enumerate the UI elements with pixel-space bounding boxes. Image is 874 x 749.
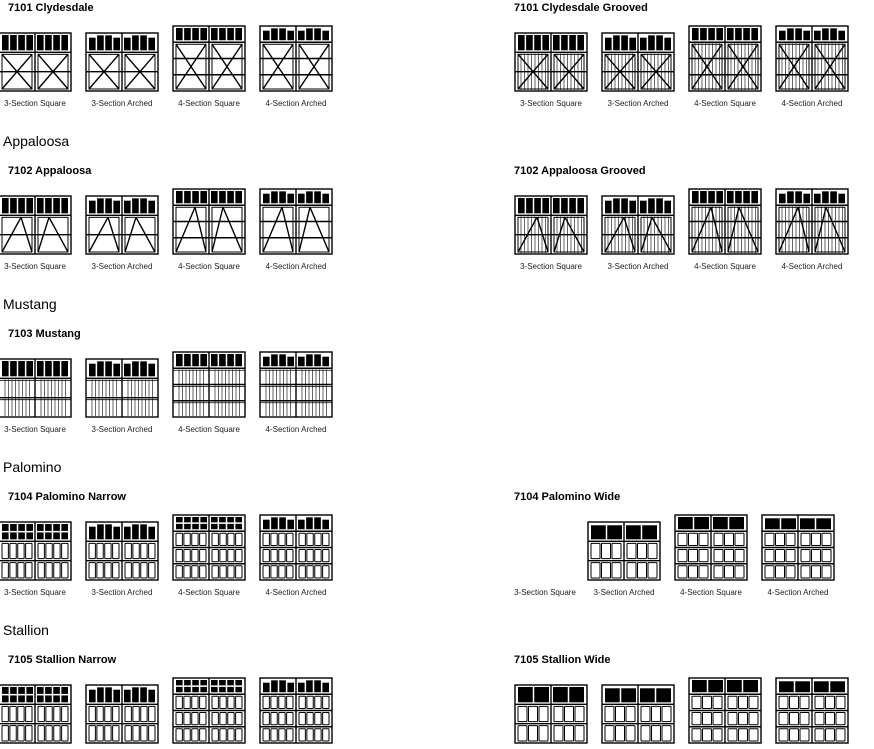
door-caption: 4-Section Arched bbox=[265, 588, 327, 597]
door-option-7102-4ar[interactable] bbox=[256, 188, 336, 271]
door-caption: 4-Section Arched bbox=[781, 262, 843, 271]
door-icon bbox=[775, 25, 849, 92]
door-option-7102g-4sq[interactable] bbox=[685, 188, 765, 271]
model-title-7104-wide: 7104 Palomino Wide bbox=[514, 491, 621, 503]
door-option-7101-3sq[interactable] bbox=[0, 32, 75, 108]
door-caption: 4-Section Square bbox=[178, 262, 240, 271]
door-caption: 3-Section Arched bbox=[607, 99, 669, 108]
door-icon bbox=[172, 351, 246, 418]
door-option-7105w-3ar[interactable] bbox=[598, 684, 678, 744]
door-caption: 3-Section Arched bbox=[91, 425, 153, 434]
door-icon bbox=[172, 514, 246, 581]
category-heading-mustang: Mustang bbox=[3, 296, 57, 312]
door-caption: 3-Section Square bbox=[4, 262, 66, 271]
door-option-7102-3sq[interactable] bbox=[0, 195, 75, 271]
door-icon bbox=[688, 25, 762, 92]
door-option-7101-4sq[interactable] bbox=[169, 25, 249, 108]
door-caption: 4-Section Arched bbox=[265, 262, 327, 271]
door-icon bbox=[514, 195, 588, 255]
door-caption: 3-Section Square bbox=[520, 262, 582, 271]
category-heading-appaloosa: Appaloosa bbox=[3, 133, 70, 149]
door-icon bbox=[688, 677, 762, 744]
door-option-7101g-4sq[interactable] bbox=[685, 25, 765, 108]
door-caption: 3-Section Arched bbox=[91, 99, 153, 108]
model-title-7105-wide: 7105 Stallion Wide bbox=[514, 654, 611, 666]
door-icon bbox=[761, 514, 835, 581]
model-title-7104-narrow: 7104 Palomino Narrow bbox=[8, 491, 126, 503]
door-caption: 4-Section Square bbox=[680, 588, 742, 597]
door-caption: 4-Section Arched bbox=[265, 425, 327, 434]
door-icon bbox=[259, 514, 333, 581]
door-caption: 4-Section Square bbox=[178, 425, 240, 434]
door-option-7105w-3sq[interactable] bbox=[511, 684, 591, 744]
door-option-7104n-3sq[interactable] bbox=[0, 521, 75, 597]
door-icon bbox=[0, 195, 72, 255]
door-option-7104w-4ar[interactable] bbox=[758, 514, 838, 597]
door-option-7102g-3ar[interactable] bbox=[598, 195, 678, 271]
door-option-7103-3sq[interactable] bbox=[0, 358, 75, 434]
door-option-7103-4ar[interactable] bbox=[256, 351, 336, 434]
door-icon bbox=[172, 25, 246, 92]
door-icon bbox=[85, 32, 159, 92]
door-caption: 3-Section Arched bbox=[91, 262, 153, 271]
door-caption: 3-Section Square bbox=[520, 99, 582, 108]
door-icon bbox=[172, 677, 246, 744]
door-option-7104w-3sq[interactable] bbox=[505, 581, 585, 597]
door-caption: 4-Section Arched bbox=[767, 588, 829, 597]
door-icon bbox=[674, 514, 748, 581]
door-option-7105n-3ar[interactable] bbox=[82, 684, 162, 744]
door-option-7105n-4ar[interactable] bbox=[256, 677, 336, 744]
door-caption: 3-Section Arched bbox=[91, 588, 153, 597]
door-option-7104n-4sq[interactable] bbox=[169, 514, 249, 597]
model-title-7103: 7103 Mustang bbox=[8, 328, 81, 340]
category-heading-stallion: Stallion bbox=[3, 622, 49, 638]
door-option-7104n-3ar[interactable] bbox=[82, 521, 162, 597]
door-option-7104w-3ar[interactable] bbox=[584, 521, 664, 597]
door-icon bbox=[172, 188, 246, 255]
door-option-7101g-3ar[interactable] bbox=[598, 32, 678, 108]
door-option-7102g-3sq[interactable] bbox=[511, 195, 591, 271]
door-option-7105n-3sq[interactable] bbox=[0, 684, 75, 744]
door-option-7103-3ar[interactable] bbox=[82, 358, 162, 434]
door-option-7105n-4sq[interactable] bbox=[169, 677, 249, 744]
door-caption: 3-Section Square bbox=[4, 99, 66, 108]
door-icon bbox=[775, 677, 849, 744]
door-icon bbox=[601, 195, 675, 255]
door-icon bbox=[0, 684, 72, 744]
door-option-7101-4ar[interactable] bbox=[256, 25, 336, 108]
door-icon bbox=[85, 684, 159, 744]
model-title-7102: 7102 Appaloosa bbox=[8, 165, 92, 177]
door-option-7104n-4ar[interactable] bbox=[256, 514, 336, 597]
door-caption: 4-Section Square bbox=[178, 588, 240, 597]
door-icon bbox=[259, 677, 333, 744]
model-title-7101: 7101 Clydesdale bbox=[8, 2, 94, 14]
door-icon bbox=[85, 358, 159, 418]
door-icon bbox=[259, 25, 333, 92]
door-option-7102g-4ar[interactable] bbox=[772, 188, 852, 271]
door-caption: 4-Section Square bbox=[694, 99, 756, 108]
door-icon bbox=[688, 188, 762, 255]
door-caption: 3-Section Arched bbox=[607, 262, 669, 271]
door-icon bbox=[587, 521, 661, 581]
model-title-7105-narrow: 7105 Stallion Narrow bbox=[8, 654, 117, 666]
door-icon bbox=[514, 684, 588, 744]
door-caption: 3-Section Square bbox=[4, 588, 66, 597]
door-option-7104w-4sq[interactable] bbox=[671, 514, 751, 597]
door-icon bbox=[0, 32, 72, 92]
door-caption: 4-Section Arched bbox=[781, 99, 843, 108]
door-icon bbox=[259, 188, 333, 255]
door-icon bbox=[85, 521, 159, 581]
door-caption: 4-Section Square bbox=[694, 262, 756, 271]
door-caption: 4-Section Arched bbox=[265, 99, 327, 108]
model-title-7101-grooved: 7101 Clydesdale Grooved bbox=[514, 2, 648, 14]
door-icon bbox=[0, 358, 72, 418]
door-icon bbox=[85, 195, 159, 255]
door-icon bbox=[0, 521, 72, 581]
model-title-7102-grooved: 7102 Appaloosa Grooved bbox=[514, 165, 646, 177]
door-icon bbox=[601, 684, 675, 744]
door-caption: 3-Section Arched bbox=[593, 588, 655, 597]
door-caption: 4-Section Square bbox=[178, 99, 240, 108]
door-option-7101-3ar[interactable] bbox=[82, 32, 162, 108]
door-icon bbox=[601, 32, 675, 92]
door-option-7101g-4ar[interactable] bbox=[772, 25, 852, 108]
door-option-7103-4sq[interactable] bbox=[169, 351, 249, 434]
door-option-7105w-4ar[interactable] bbox=[772, 677, 852, 744]
door-icon bbox=[259, 351, 333, 418]
door-icon bbox=[514, 32, 588, 92]
door-icon bbox=[775, 188, 849, 255]
door-option-7101g-3sq[interactable] bbox=[511, 32, 591, 108]
door-option-7102-4sq[interactable] bbox=[169, 188, 249, 271]
door-caption: 3-Section Square bbox=[4, 425, 66, 434]
door-caption: 3-Section Square bbox=[514, 588, 576, 597]
door-option-7102-3ar[interactable] bbox=[82, 195, 162, 271]
door-option-7105w-4sq[interactable] bbox=[685, 677, 765, 744]
category-heading-palomino: Palomino bbox=[3, 459, 62, 475]
